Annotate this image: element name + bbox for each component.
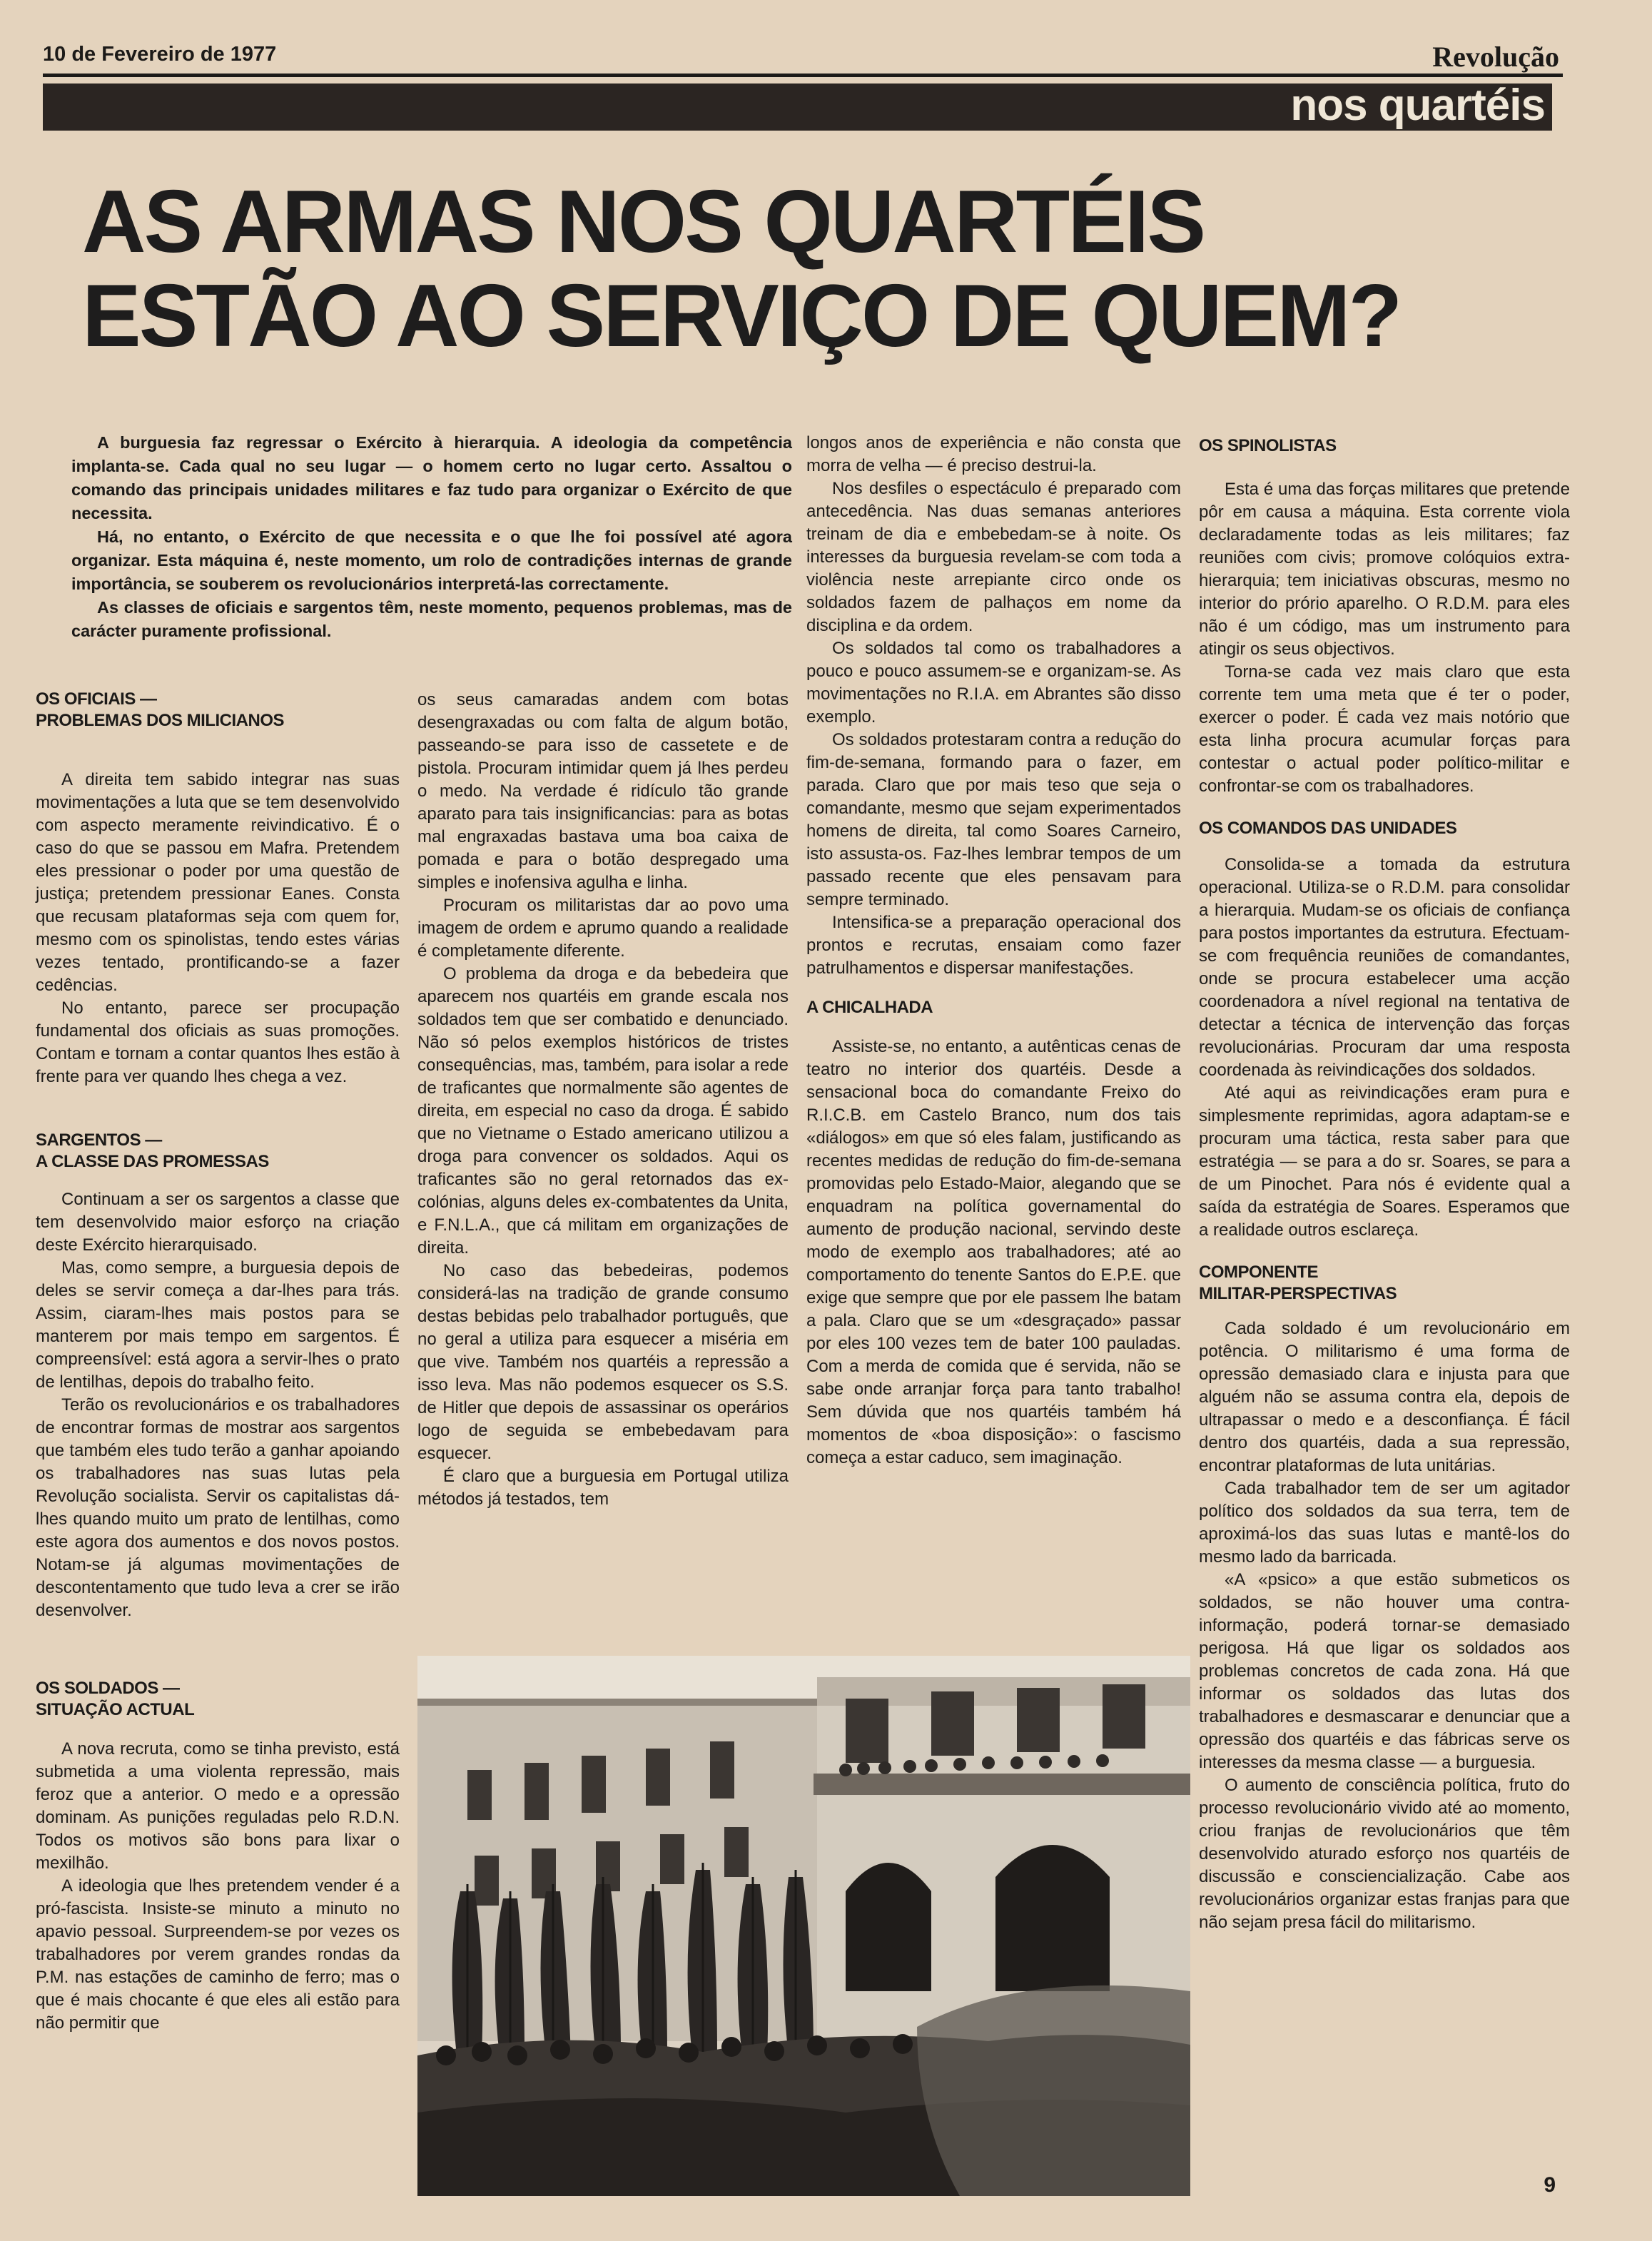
paragraph: Terão os revolucionários e os trabalhadores de encontrar formas de mostrar aos sargentos que também eles tudo terão a ganhar apoiando os trabalhadores nas suas lutas pela Revolução socialista. Servir os capitalistas dá-lhes quando muito um prato de lentilhas, como este agora dos aumentos e dos novos postos. Notam-se já algumas movimentações de descontentamento que tudo leva a crer se irão desenvolver.	[36, 1395, 400, 1620]
lead-paragraph: Há, no entanto, o Exército de que necessita e o que lhe foi possível até agora organizar. Esta máquina é, neste momento, um rolo de contradições internas de grande importância, se souberem os revolucionários interpretá-las correctamente.	[71, 527, 792, 593]
subheading-line: OS COMANDOS DAS UNIDADES	[1199, 819, 1457, 838]
paragraph: Procuram os militaristas dar ao povo uma imagem de ordem e aprumo quando a realidade é completamente diferente.	[417, 896, 789, 961]
publication-name: Revolução	[1432, 41, 1559, 73]
lead-paragraph: A burguesia faz regressar o Exército à hierarquia. A ideologia da competência implanta-se. Cada qual no seu lugar — o homem certo no lugar certo. Assaltou o comando das principais unidades militares e faz tudo para organizar o Exército de que necessita.	[71, 433, 792, 522]
subheading-componente	[1199, 1262, 1570, 1305]
issue-date: 10 de Fevereiro de 1977	[43, 43, 277, 66]
headline-line-1: AS ARMAS NOS QUARTÉIS	[82, 173, 1205, 271]
paragraph: Assiste-se, no entanto, a autênticas cenas de teatro no interior dos quartéis. Desde a sensacional boca do comandante Freixo do R.I.C.B. em Castelo Branco, num dos tais «diálogos» em que só eles falam, justificando as recentes medidas de redução do fim-de-semana promovidas pelo Estado-Maior, alegando que se enquadram na política governamental do aumento de produção nacional, servindo deste modo de exemplo aos trabalhadores; até ao comportamento do tenente Santos do E.P.E. que exige que sempre que por ele passem lhe batam a pala. Claro que se um «desgraçado» passar por eles 100 vezes tem de bater 100 pauladas. Com a merda de comida que é servida, não se sabe onde arranjar força para tanto trabalho! Sem dúvida que nos quartéis também há momentos de «boa disposição»: o fascismo começa a estar caduco, sem imaginação.	[806, 1037, 1181, 1467]
subheading-comandos	[1199, 818, 1570, 839]
paragraph: Cada soldado é um revolucionário em potência. O militarismo é uma forma de opressão demasiado clara e injusta para que alguém não se assuma contra ela, depois de ultrapassar o medo e a desconfiança. É fácil dentro dos quartéis, dada a sua repressão, encontrar plataformas de luta unitárias.	[1199, 1319, 1570, 1475]
paragraph: É claro que a burguesia em Portugal utiliza métodos já testados, tem	[417, 1467, 789, 1509]
subheading-line: A CHICALHADA	[806, 998, 933, 1017]
paragraph: Intensifica-se a preparação operacional dos prontos e recrutas, ensaiam como fazer patrulhamentos e dispersar manifestações.	[806, 913, 1181, 978]
subheading-line: OS SOLDADOS —	[36, 1679, 180, 1698]
paragraph: Até aqui as reivindicações eram pura e simplesmente reprimidas, agora adaptam-se e procuram uma táctica, resta saber para que estratégia — se para a do sr. Soares, se para a de um Pinochet. Para nós é evidente qual a saída da estratégia de Soares. Esperamos que a realidade outros esclareça.	[1199, 1083, 1570, 1240]
paragraph: Consolida-se a tomada da estrutura operacional. Utiliza-se o R.D.M. para consolidar a hierarquia. Mudam-se os oficiais de confiança para postos importantes da estrutura. Efectuam-se com frequência reuniões de comandantes, onde se procura estabelecer uma acção coordenadora a nível regional na tentativa de detectar a técnica de intervenção das forças revolucionárias. Procuram dar uma resposta coordenada às reivindicações dos soldados.	[1199, 855, 1570, 1080]
headline	[82, 175, 1400, 363]
subheading-oficiais	[36, 689, 400, 732]
paragraph: A nova recruta, como se tinha previsto, está submetida a uma violenta repressão, mais feroz que a anterior. O medo e a opressão dominam. As punições reguladas pelo R.D.N. Todos os motivos são bons para lixar o mexilhão.	[36, 1739, 400, 1873]
headline-line-2: ESTÃO AO SERVIÇO DE QUEM?	[82, 267, 1401, 365]
paragraph: «A «psico» a que estão submeticos os soldados, se não houver uma contra-informação, poderá tornar-se demasiado perigosa. Há que ligar os soldados aos problemas concretos de cada zona. Há que informar os soldados das lutas dos trabalhadores e desmascarar e denunciar que a opressão dos quartéis e das fábricas serve os interesses da mesma classe — a burguesia.	[1199, 1570, 1570, 1772]
subheading-spinolistas	[1199, 435, 1570, 457]
subheading-chicalhada	[806, 997, 1181, 1018]
paragraph: No caso das bebedeiras, podemos considerá-las na tradição de grande consumo destas bebidas pelo trabalhador português, que no geral a utiliza para esquecer a miséria em que vive. Também nos quartéis a repressão a isso leva. Mas não podemos esquecer os S.S. de Hitler que depois de assassinar os operários logo de seguida se embebedavam para esquecer.	[417, 1261, 789, 1463]
page-number: 9	[1544, 2173, 1556, 2197]
subheading-line: PROBLEMAS DOS MILICIANOS	[36, 711, 285, 730]
paragraph: os seus camaradas andem com botas desengraxadas ou com falta de algum botão, passeando-se para isso de cassetete e de pistola. Procuram intimidar quem já lhes perdeu o medo. Na verdade é ridículo tão grande aparato para tais insignificancias: para as botas mal engraxadas bastava uma boa caixa de pomada e para o botão despregado uma simples e inofensiva agulha e linha.	[417, 690, 789, 892]
paragraph: A ideologia que lhes pretendem vender é a pró-fascista. Insiste-se minuto a minuto no apavio pessoal. Surpreendem-se por vezes os trabalhadores por verem grandes rondas da P.M. nas estações de caminho de ferro; mas o que é mais chocante é que eles ali estão para não permitir que	[36, 1876, 400, 2033]
column-3	[806, 432, 1181, 1469]
paragraph: Mas, como sempre, a burguesia depois de deles se servir começa a dar-lhes para trás. Assim, ciaram-lhes mais postos para se manterem por mais tempo em sargentos. É compreensível: está agora a servir-lhes o prato de lentilhas, depois do trabalho feito.	[36, 1258, 400, 1392]
subheading-line: OS OFICIAIS —	[36, 689, 157, 709]
subheading-line: MILITAR-PERSPECTIVAS	[1199, 1284, 1397, 1303]
subheading-line: SITUAÇÃO ACTUAL	[36, 1700, 195, 1719]
paragraph: longos anos de experiência e não consta que morra de velha — é preciso destrui-la.	[806, 433, 1181, 475]
paragraph: O problema da droga e da bebedeira que aparecem nos quartéis em grande escala nos soldados tem que ser combatido e denunciado. Não só pelos exemplos históricos de tristes consequências, mas, também, para isolar a rede de traficantes que normalmente são agentes de direita, em especial no caso da droga. É sabido que no Vietname o Estado americano utilizou a droga para convencer os soldados. Aqui os traficantes são no geral retornados das ex-colónias, alguns deles ex-combatentes da Unita, e F.N.L.A., que cá militam em organizações de direita.	[417, 964, 789, 1258]
paragraph: No entanto, parece ser procupação fundamental dos oficiais as suas promoções. Contam e tornam a contar quantos lhes estão à frente para ver quando lhes chega a vez.	[36, 998, 400, 1086]
header-rule	[43, 74, 1563, 77]
paragraph: Esta é uma das forças militares que pretende pôr em causa a máquina. Esta corrente viola declaradamente todas as leis militares; faz reuniões com civis; promove colóquios extra-hierarquia; tem iniciativas obscuras, mesmo no interior do prório aparelho. O R.D.M. para eles não é um código, mas um instrumento para atingir os seus objectivos.	[1199, 480, 1570, 659]
paragraph: Torna-se cada vez mais claro que esta corrente tem uma meta que é ter o poder, exercer o poder. É cada vez mais notório que esta linha procura acumular forças para contestar o actual poder político-militar e confrontar-se com os trabalhadores.	[1199, 662, 1570, 796]
column-1	[36, 689, 400, 2035]
paragraph: Os soldados tal como os trabalhadores a pouco e pouco assumem-se e organizam-se. As movimentações no R.I.A. em Abrantes são disso exemplo.	[806, 639, 1181, 727]
lead-paragraph: As classes de oficiais e sargentos têm, neste momento, pequenos problemas, mas de carácter puramente profissional.	[71, 598, 792, 640]
section-title: nos quartéis	[1290, 81, 1545, 130]
paragraph: Nos desfiles o espectáculo é preparado com antecedência. Nas duas semanas anteriores treinam de dia e embebedam-se à noite. Os interesses da burguesia revelam-se com toda a violência neste arrepiante circo onde os soldados fazem de palhaços em nome da disciplina e da ordem.	[806, 479, 1181, 635]
paragraph: O aumento de consciência política, fruto do processo revolucionário vivido até ao momento, criou franjas de revolucionários que têm desenvolvido aturado esforço nos quartéis de discussão e consciencialização. Cabe aos revolucionários organizar estas franjas para que não sejam presa fácil do militarismo.	[1199, 1776, 1570, 1932]
paragraph: Continuam a ser os sargentos a classe que tem desenvolvido maior esforço na criação deste Exército hierarquisado.	[36, 1190, 400, 1255]
subheading-line: COMPONENTE	[1199, 1263, 1319, 1282]
subheading-sargentos	[36, 1130, 400, 1173]
column-4	[1199, 435, 1570, 1934]
paragraph: Os soldados protestaram contra a redução do fim-de-semana, formando para o fazer, em parada. Claro que por mais teso que seja o comandante, mesmo que sejam experimentados homens de direita, tal como Soares Carneiro, isto assusta-os. Faz-lhes lembrar tempos de um passado recente que eles pensavam para sempre terminado.	[806, 730, 1181, 909]
lead-text	[71, 431, 792, 643]
paragraph: A direita tem sabido integrar nas suas movimentações a luta que se tem desenvolvido com aspecto meramente reivindicativo. É o caso do que se passou em Mafra. Pretendem eles pressionar o poder por uma questão de justiça; pretendem pressionar Eanes. Consta que recusam plataformas seja com quem for, mesmo com os spinolistas, tendo estes várias vezes tentado, prontificando-se a fazer cedências.	[36, 770, 400, 995]
subheading-soldados	[36, 1678, 400, 1721]
subheading-line: SARGENTOS —	[36, 1130, 162, 1150]
column-2	[417, 689, 789, 1511]
subheading-line: A CLASSE DAS PROMESSAS	[36, 1152, 269, 1171]
paragraph: Cada trabalhador tem de ser um agitador político dos soldados da sua terra, tem de aproximá-los das suas lutas e mantê-los do mesmo lado da barricada.	[1199, 1479, 1570, 1567]
parade-photo	[417, 1656, 1190, 2196]
subheading-line: OS SPINOLISTAS	[1199, 436, 1337, 455]
